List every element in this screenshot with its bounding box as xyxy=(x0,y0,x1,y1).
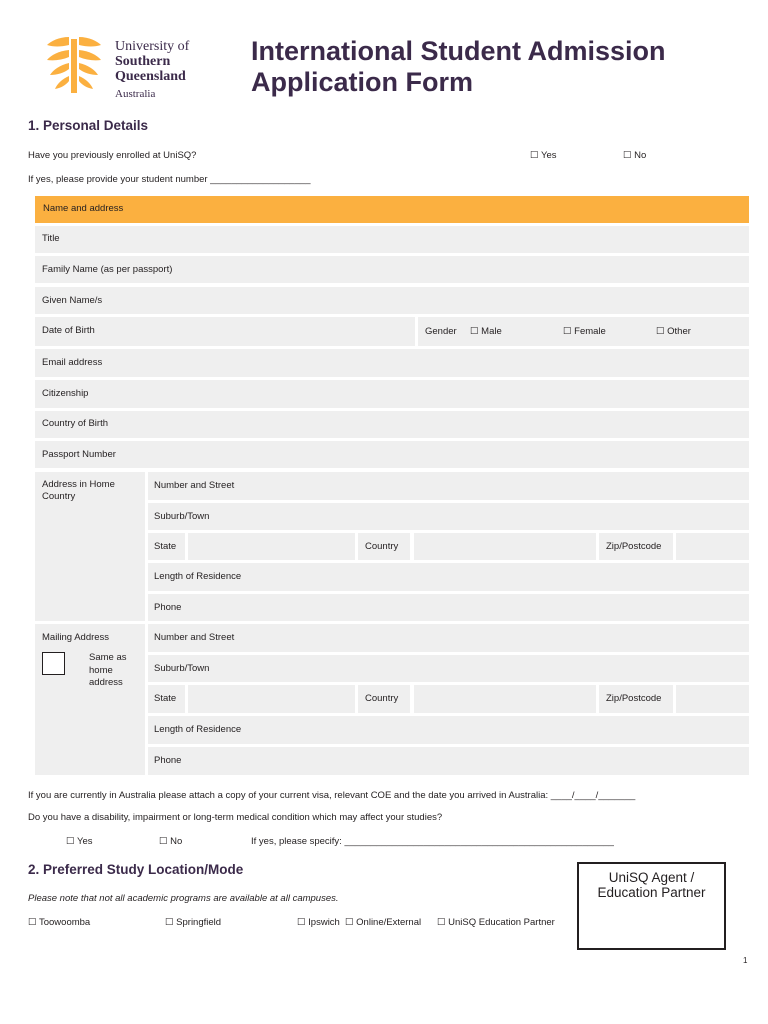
home-state-field[interactable] xyxy=(188,533,355,560)
title-label: Title xyxy=(42,233,60,244)
mail-zip-label: Zip/Postcode xyxy=(606,693,662,704)
passport-label: Passport Number xyxy=(42,449,116,460)
mail-zip-field[interactable] xyxy=(676,685,749,713)
section-1-heading: 1. Personal Details xyxy=(28,118,149,133)
same-as-home-label: Same as home address xyxy=(89,652,127,688)
disability-specify-field[interactable]: If yes, please specify: ___________________________________________________ xyxy=(251,836,614,847)
disability-yes-checkbox[interactable]: ☐ Yes xyxy=(66,836,93,847)
logo-line-4: Australia xyxy=(115,88,156,100)
home-address-label: Address in Home Country xyxy=(42,479,115,502)
mail-residence-label: Length of Residence xyxy=(154,724,242,735)
email-label: Email address xyxy=(42,357,103,368)
home-residence-label: Length of Residence xyxy=(154,571,242,582)
enrolled-no-checkbox[interactable]: ☐ No xyxy=(623,150,647,161)
gender-female-checkbox[interactable]: ☐ Female xyxy=(563,326,606,337)
home-phone-label: Phone xyxy=(154,602,182,613)
disability-no-checkbox[interactable]: ☐ No xyxy=(159,836,183,847)
logo-line-1: University of xyxy=(115,39,190,54)
logo-wordmark xyxy=(115,39,189,102)
enrolled-yes-checkbox[interactable]: ☐ Yes xyxy=(530,150,557,161)
mail-street-label: Number and Street xyxy=(154,632,235,643)
section-2-heading: 2. Preferred Study Location/Mode xyxy=(28,862,244,877)
agent-box-line-1: UniSQ Agent / xyxy=(608,870,695,885)
gender-label: Gender xyxy=(425,326,457,337)
home-street-field[interactable] xyxy=(148,472,749,500)
home-street-label: Number and Street xyxy=(154,480,235,491)
same-as-home-checkbox[interactable] xyxy=(42,652,65,675)
home-zip-field[interactable] xyxy=(676,533,749,560)
mail-country-field[interactable] xyxy=(414,685,596,713)
country-of-birth-field[interactable] xyxy=(35,411,749,438)
page-title xyxy=(251,36,666,98)
mail-street-field[interactable] xyxy=(148,624,749,652)
disability-question: Do you have a disability, impairment or long-term medical condition which may affect your studies? xyxy=(28,812,443,823)
mail-suburb-field[interactable] xyxy=(148,655,749,682)
home-state-label: State xyxy=(154,541,177,552)
enrolled-question: Have you previously enrolled at UniSQ? xyxy=(28,150,197,161)
title-field[interactable] xyxy=(35,226,749,253)
family-name-label: Family Name (as per passport) xyxy=(42,264,173,275)
logo-line-2: Southern xyxy=(115,54,171,69)
name-address-header xyxy=(35,196,749,223)
mail-country-label: Country xyxy=(365,693,399,704)
home-zip-label: Zip/Postcode xyxy=(606,541,662,552)
country-of-birth-label: Country of Birth xyxy=(42,418,108,429)
mail-phone-field[interactable] xyxy=(148,747,749,775)
mail-phone-label: Phone xyxy=(154,755,182,766)
citizenship-field[interactable] xyxy=(35,380,749,408)
given-names-field[interactable] xyxy=(35,287,749,314)
gender-other-checkbox[interactable]: ☐ Other xyxy=(656,326,691,337)
springfield-checkbox[interactable]: ☐ Springfield xyxy=(165,917,222,928)
campus-note: Please note that not all academic programs are available at all campuses. xyxy=(28,893,339,904)
dob-label: Date of Birth xyxy=(42,325,95,336)
agent-box[interactable] xyxy=(577,862,726,950)
title-line-1: International Student Admission xyxy=(251,36,666,66)
given-names-label: Given Name/s xyxy=(42,295,103,306)
online-checkbox[interactable]: ☐ Online/External xyxy=(345,917,422,928)
home-suburb-field[interactable] xyxy=(148,503,749,530)
home-country-label: Country xyxy=(365,541,399,552)
citizenship-label: Citizenship xyxy=(42,388,89,399)
gender-male-checkbox[interactable]: ☐ Male xyxy=(470,326,502,337)
visa-note[interactable]: If you are currently in Australia please attach a copy of your current visa, relevant COE and the date you arrived in Australia: ____/____/_______ xyxy=(28,790,636,801)
passport-field[interactable] xyxy=(35,441,749,468)
student-number-field[interactable]: If yes, please provide your student number ___________________ xyxy=(28,174,311,185)
logo-tree-icon xyxy=(45,33,103,93)
mailing-address-label-cell xyxy=(35,624,145,775)
ipswich-checkbox[interactable]: ☐ Ipswich xyxy=(297,917,340,928)
home-country-field[interactable] xyxy=(414,533,596,560)
mailing-address-label: Mailing Address xyxy=(42,632,110,643)
mail-state-field[interactable] xyxy=(188,685,355,713)
toowoomba-checkbox[interactable]: ☐ Toowoomba xyxy=(28,917,91,928)
mail-state-label: State xyxy=(154,693,177,704)
page-number: 1 xyxy=(743,956,748,965)
home-phone-field[interactable] xyxy=(148,594,749,621)
mail-suburb-label: Suburb/Town xyxy=(154,663,210,674)
home-suburb-label: Suburb/Town xyxy=(154,511,210,522)
email-field[interactable] xyxy=(35,349,749,377)
education-partner-checkbox[interactable]: ☐ UniSQ Education Partner xyxy=(437,917,555,928)
agent-box-line-2: Education Partner xyxy=(597,885,706,900)
logo-line-3: Queensland xyxy=(115,69,186,84)
name-address-header-label: Name and address xyxy=(43,203,124,214)
title-line-2: Application Form xyxy=(251,67,473,97)
